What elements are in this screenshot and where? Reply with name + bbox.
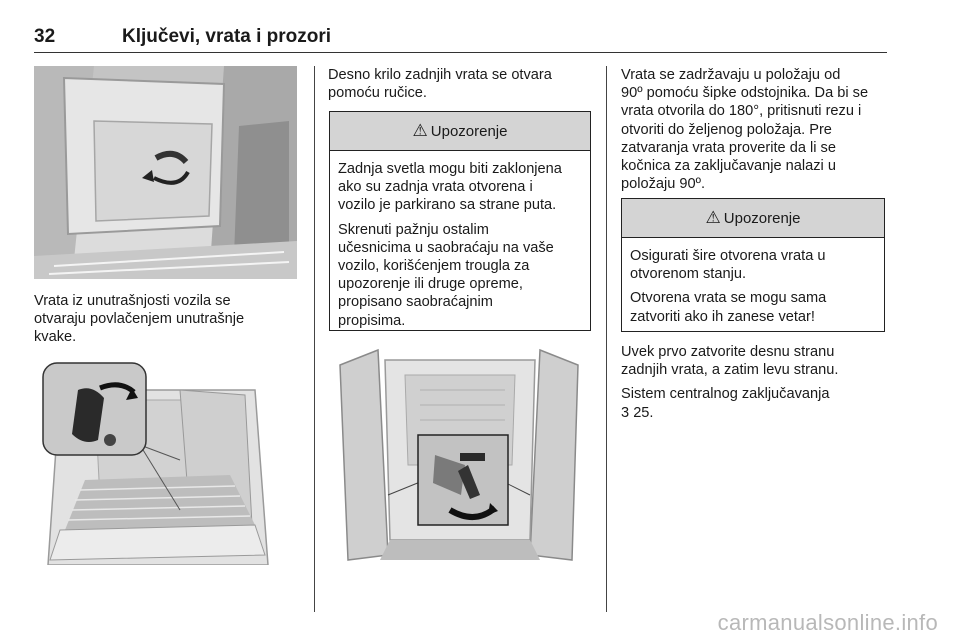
warning-box-wind	[621, 198, 885, 332]
page-number: 32	[34, 26, 56, 47]
warning-paragraph: Zadnja svetla mogu biti zaklonjena ako su zadnja vrata otvorena i vozilo je parkirano sa strane puta.	[338, 161, 562, 214]
closing-order-text	[621, 343, 891, 428]
warning-title: Upozorenje	[723, 209, 801, 227]
warning-box-rear-lights	[329, 111, 591, 331]
chapter-title: Ključevi, vrata i prozori	[122, 26, 332, 47]
page-header	[34, 26, 887, 53]
warning-header	[330, 112, 590, 151]
warning-body	[622, 238, 884, 326]
page-ref-link[interactable]: 25.	[633, 404, 654, 421]
warning-body	[330, 151, 590, 330]
column-divider-2	[606, 66, 607, 612]
spacer-bar-text: Vrata se zadržavaju u položaju od 90º pomoću šipke odstojnika. Da bi se vrata otvorila do 180°, pritisnuti rezu i otvoriti do željenog položaja. Pre zatvaranja vrata proverite da li se kočnica za zaključavanje nalazi u položaju 90º.	[621, 67, 869, 193]
warning-header	[622, 199, 884, 238]
figure-interior-door	[34, 66, 297, 279]
warning-paragraph: Otvorena vrata se mogu sama zatvoriti ako ih zanese vetar!	[630, 290, 827, 325]
figure-rear-doors-open	[330, 345, 588, 565]
warning-paragraph: Osigurati šire otvorena vrata u otvorenom stanju.	[630, 248, 826, 283]
closing-order-paragraph: Uvek prvo zatvorite desnu stranu zadnjih vrata, a zatim levu stranu.	[621, 344, 839, 379]
page-ref-arrow-icon: 3	[621, 404, 630, 421]
warning-paragraph: Skrenuti pažnju ostalim učesnicima u saobraćaju na vaše vozilo, korišćenjem trougla za upozorenje ili druge opreme, propisano saobraćajnim propisima.	[338, 221, 554, 329]
warning-triangle-icon: ⚠	[705, 208, 721, 227]
warning-triangle-icon: ⚠	[412, 121, 428, 140]
interior-handle-caption: Vrata iz unutrašnjosti vozila se otvaraju povlačenjem unutrašnje kvake.	[34, 293, 245, 346]
warning-title: Upozorenje	[430, 122, 508, 140]
figure-cargo-area-handle	[40, 360, 275, 565]
right-door-lever-text: Desno krilo zadnjih vrata se otvara pomoću ručice.	[328, 67, 552, 102]
column-divider-1	[314, 66, 315, 612]
central-locking-reference: Sistem centralnog zaključavanja 3 25.	[621, 386, 830, 421]
watermark: carmanualsonline.info	[717, 610, 938, 635]
